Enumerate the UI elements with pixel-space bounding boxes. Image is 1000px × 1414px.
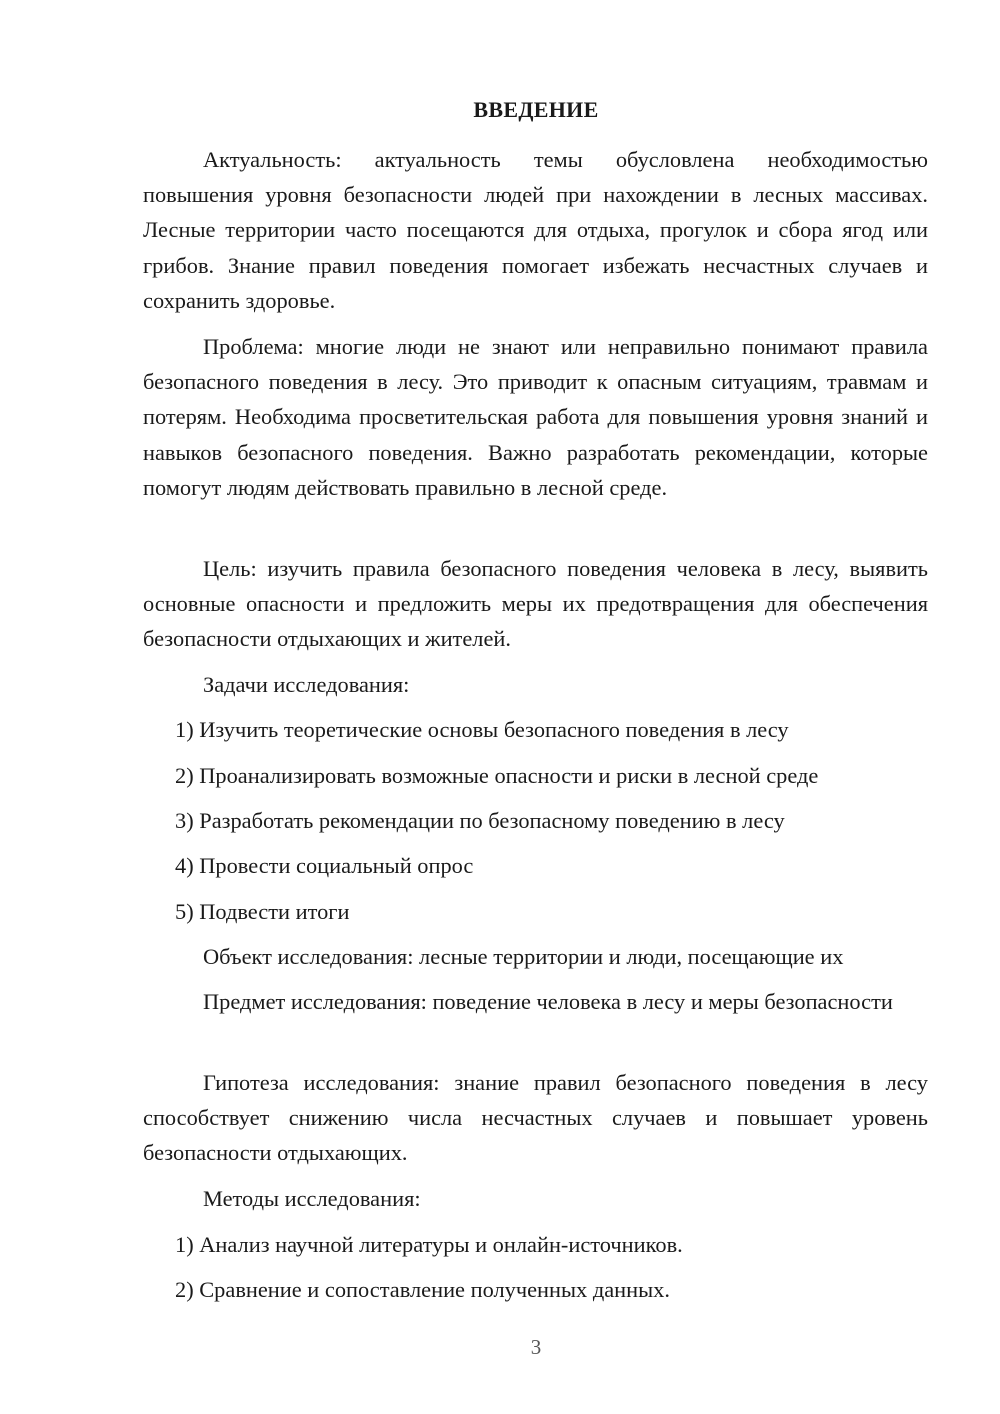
method-item-1: 1) Анализ научной литературы и онлайн-источников. <box>175 1232 683 1257</box>
task-item-1: 1) Изучить теоретические основы безопасного поведения в лесу <box>175 717 789 742</box>
task-item-3: 3) Разработать рекомендации по безопасному поведению в лесу <box>175 808 785 833</box>
paragraph-relevance: Актуальность: актуальность темы обусловлена необходимостью повышения уровня безопасности людей при нахождении в лесных массивах. Лесные территории часто посещаются для отдыха, прогулок и сбора ягод или грибов. Знание правил поведения помогает избежать несчастных случаев и сохранить здоровье. <box>143 147 928 313</box>
paragraph-goal: Цель: изучить правила безопасного поведения человека в лесу, выявить основные опасности и предложить меры их предотвращения для обеспечения безопасности отдыхающих и жителей. <box>143 556 928 652</box>
research-object: Объект исследования: лесные территории и люди, посещающие их <box>203 944 844 969</box>
task-item-4: 4) Провести социальный опрос <box>175 853 474 878</box>
task-item-2: 2) Проанализировать возможные опасности и риски в лесной среде <box>175 763 819 788</box>
section-heading: ВВЕДЕНИЕ <box>473 97 599 122</box>
paragraph-subject: Предмет исследования: поведение человека в лесу и меры безопасности <box>203 989 893 1014</box>
task-item-5: 5) Подвести итоги <box>175 899 350 924</box>
methods-label: Методы исследования: <box>203 1186 421 1211</box>
paragraph-hypothesis: Гипотеза исследования: знание правил безопасного поведения в лесу способствует снижению числа несчастных случаев и повышает уровень безопасности отдыхающих. <box>143 1070 928 1166</box>
paragraph-problem: Проблема: многие люди не знают или неправильно понимают правила безопасного поведения в лесу. Это приводит к опасным ситуациям, травмам и потерям. Необходима просветительская работа для повышения уровня знаний и навыков безопасного поведения. Важно разработать рекомендации, которые помогут людям действовать правильно в лесной среде. <box>143 334 928 500</box>
page-number: 3 <box>530 1335 542 1359</box>
method-item-2: 2) Сравнение и сопоставление полученных данных. <box>175 1277 670 1302</box>
tasks-label: Задачи исследования: <box>203 672 410 697</box>
